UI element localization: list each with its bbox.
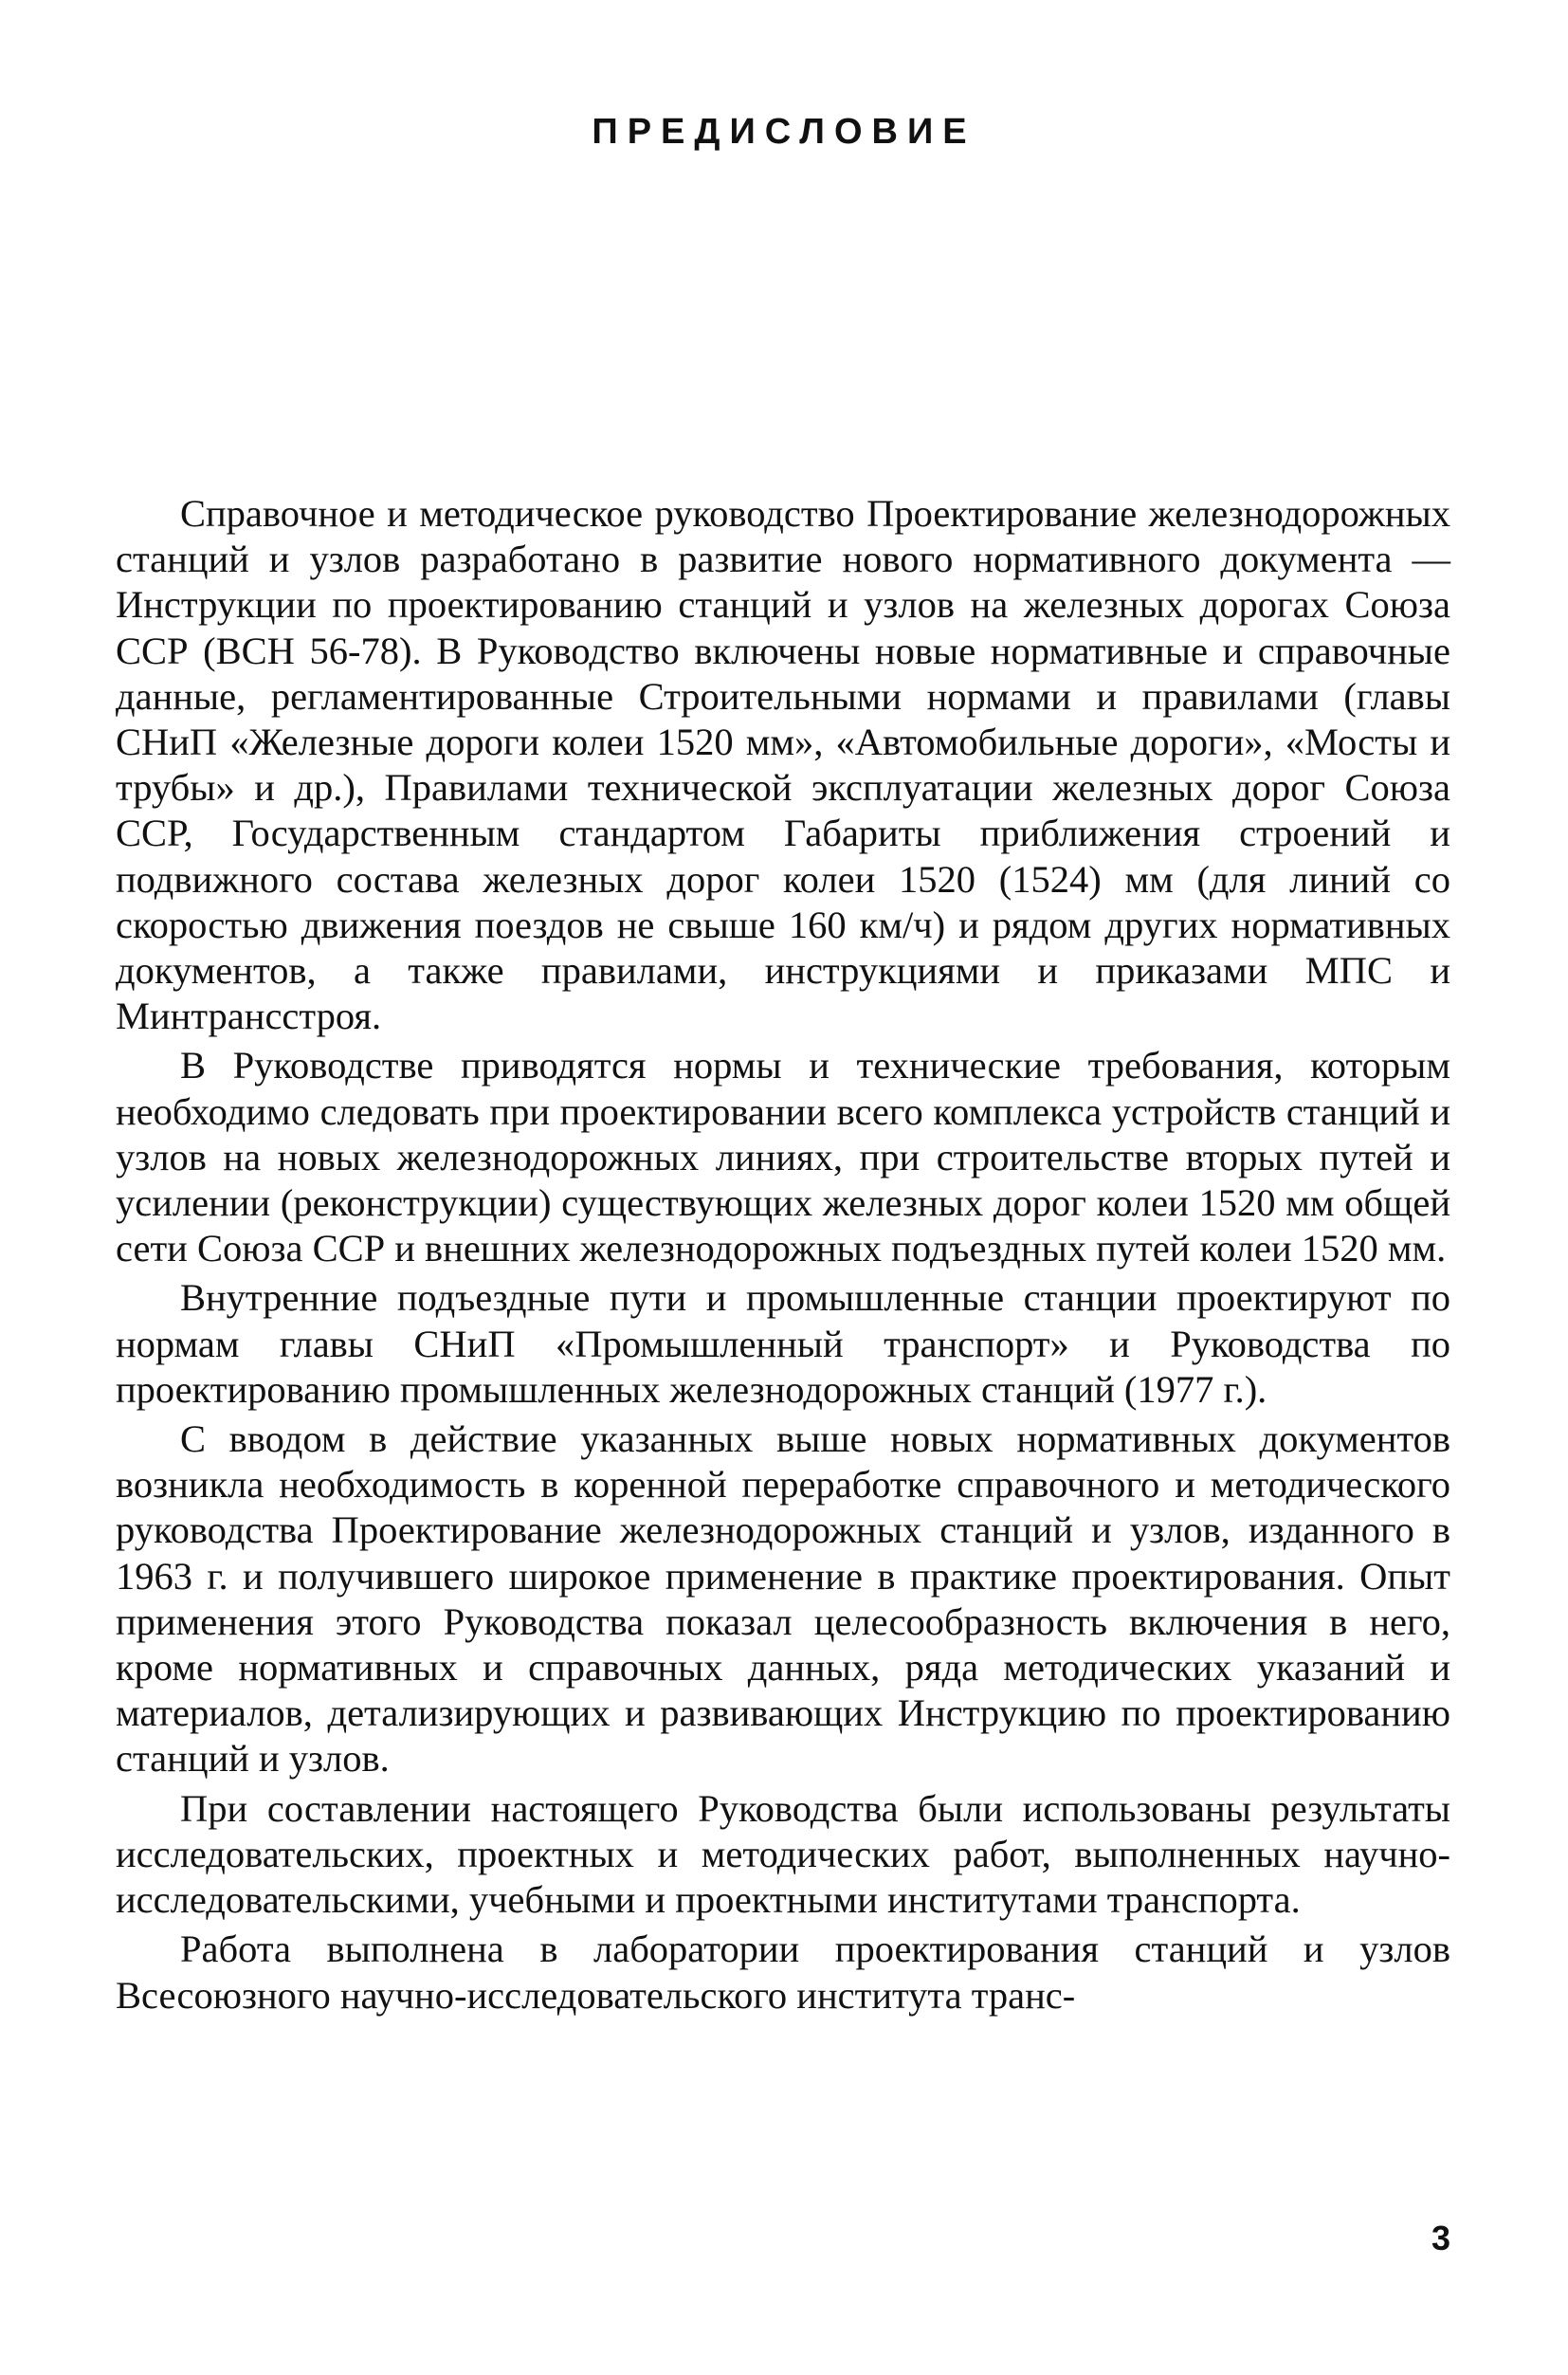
paragraph-5: При составлении настоящего Руководства были использованы результаты исследовательских, проектных и методических работ, выполненных научно-исследовательскими, учебными и проектными институтами транспорта. — [116, 1786, 1450, 1922]
page-number: 3 — [1431, 2219, 1450, 2257]
paragraph-3: Внутренние подъездные пути и промышленные станции проектируют по нормам главы СНиП «Промышленный транспорт» и Руководства по проектированию промышленных железнодорожных станций (1977 г.). — [116, 1276, 1450, 1411]
paragraph-2: В Руководстве приводятся нормы и технические требования, которым необходимо следовать при проектировании всего комплекса устройств станций и узлов на новых железнодорожных линиях, при строительстве вторых путей и усилении (реконструкции) существующих железных дорог колеи 1520 мм общей сети Союза ССР и внешних железнодорожных подъездных путей колеи 1520 мм. — [116, 1044, 1450, 1270]
paragraph-1: Справочное и методическое руководство Проектирование железнодорожных станций и узлов разработано в развитие нового нормативного документа — Инструкции по проектированию станций и узлов на железных дорогах Союза ССР (ВСН 56-78). В Руководство включены новые нормативные и справочные данные, регламентированные Строительными нормами и правилами (главы СНиП «Железные дороги колеи 1520 мм», «Автомобильные дороги», «Мосты и трубы» и др.), Правилами технической эксплуатации железных дорог Союза ССР, Государственным стандартом Габариты приближения строений и подвижного состава железных дорог колеи 1520 (1524) мм (для линий со скоростью движения поездов не свыше 160 км/ч) и рядом других нормативных документов, а также правилами, инструкциями и приказами МПС и Минтрансстроя. — [116, 492, 1450, 1038]
paragraph-4: С вводом в действие указанных выше новых нормативных документов возникла необходимость в коренной переработке справочного и методического руководства Проектирование железнодорожных станций и узлов, изданного в 1963 г. и получившего широкое применение в практике проектирования. Опыт применения этого Руководства показал целесообразность включения в него, кроме нормативных и справочных данных, ряда методических указаний и материалов, детализирующих и развивающих Инструкцию по проектированию станций и узлов. — [116, 1417, 1450, 1781]
paragraph-6: Работа выполнена в лаборатории проектирования станций и узлов Всесоюзного научно-исследовательского института транс- — [116, 1927, 1450, 2017]
page-title: ПРЕДИСЛОВИЕ — [592, 112, 976, 152]
body-text — [116, 491, 1450, 2022]
